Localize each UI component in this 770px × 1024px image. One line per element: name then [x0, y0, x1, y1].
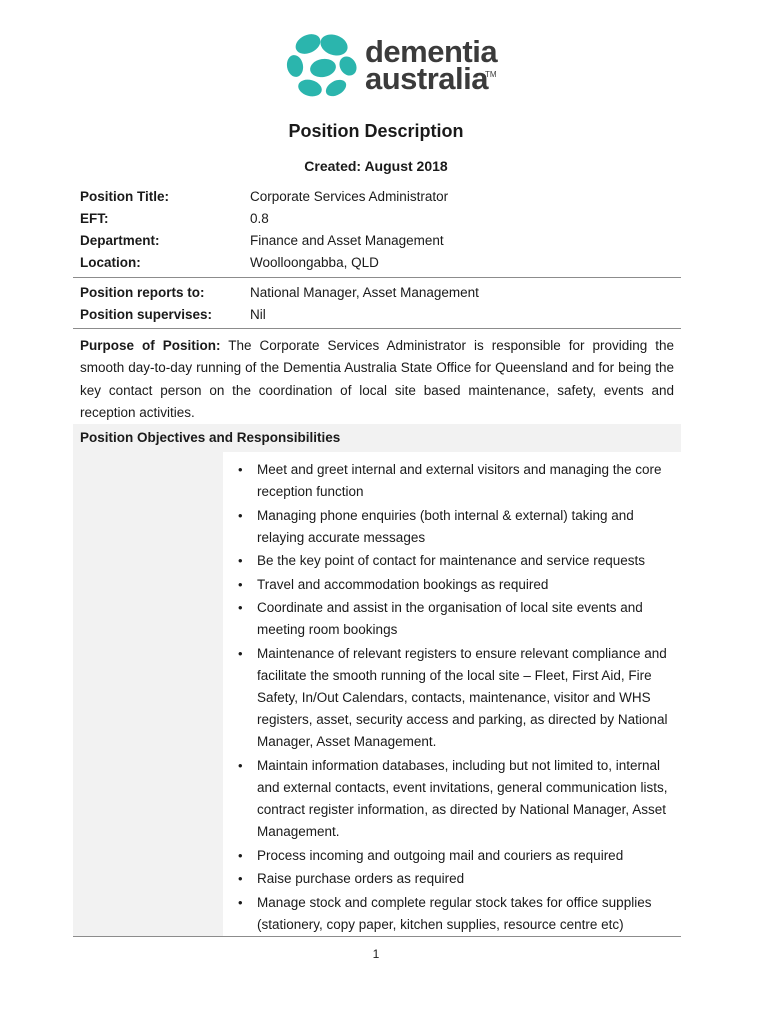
list-item: • Travel and accommodation bookings as required — [232, 574, 672, 596]
logo-word-australia: australia — [365, 61, 489, 96]
brain-petal-icon — [282, 30, 362, 102]
detail-label: EFT: — [80, 211, 109, 226]
detail-value: Nil — [250, 307, 266, 322]
dementia-australia-logo — [282, 30, 502, 102]
logo-trademark: TM — [485, 70, 497, 79]
divider — [73, 277, 681, 278]
page-title: Position Description — [288, 121, 464, 141]
detail-label: Department: — [80, 233, 160, 248]
objectives-header — [73, 424, 681, 452]
divider — [73, 328, 681, 329]
detail-label: Position reports to: — [80, 285, 205, 300]
list-item: • Managing phone enquiries (both internal & external) taking and relaying accurate messages — [232, 505, 672, 549]
detail-value: Corporate Services Administrator — [250, 189, 449, 204]
objectives-list — [232, 459, 672, 937]
purpose-label: Purpose of Position: — [80, 338, 221, 353]
list-item: • Raise purchase orders as required — [232, 868, 672, 890]
objectives-left-cell — [73, 452, 223, 936]
divider — [73, 936, 681, 937]
detail-label: Position supervises: — [80, 307, 213, 322]
detail-label: Location: — [80, 255, 141, 270]
page-number: 1 — [372, 947, 380, 961]
list-item: • Meet and greet internal and external visitors and managing the core reception function — [232, 459, 672, 503]
list-item: • Manage stock and complete regular stock takes for office supplies (stationery, copy paper, kitchen supplies, resource centre etc) — [232, 892, 672, 936]
list-item: • Maintain information databases, including but not limited to, internal and external contacts, event invitations, general communication lists, contract register information, as directed by National Manager, Asset Management. — [232, 755, 672, 844]
purpose-text: The Corporate Services Administrator is responsible for providing the smooth day-to-day running of the Dementia Australia State Office for Queensland and for being the key contact person on the coordination of local site based maintenance, safety, events and reception activities. — [80, 338, 674, 421]
list-item: • Coordinate and assist in the organisation of local site events and meeting room bookings — [232, 597, 672, 641]
detail-value: Finance and Asset Management — [250, 233, 444, 248]
list-item: • Be the key point of contact for maintenance and service requests — [232, 550, 672, 572]
list-item: • Process incoming and outgoing mail and couriers as required — [232, 845, 672, 867]
purpose-paragraph — [80, 335, 674, 425]
logo-word-dementia: dementia — [365, 34, 498, 69]
created-date: Created: August 2018 — [304, 158, 448, 174]
list-item: • Maintenance of relevant registers to ensure relevant compliance and facilitate the smooth running of the local site – Fleet, First Aid, Fire Safety, In/Out Calendars, contacts, maintenance, visitor and WHS registers, asset, security access and parking, as directed by National Manager, Asset Management. — [232, 643, 672, 754]
objectives-heading: Position Objectives and Responsibilities — [80, 430, 341, 445]
detail-value: Woolloongabba, QLD — [250, 255, 379, 270]
detail-value: 0.8 — [250, 211, 269, 226]
detail-value: National Manager, Asset Management — [250, 285, 479, 300]
detail-label: Position Title: — [80, 189, 170, 204]
